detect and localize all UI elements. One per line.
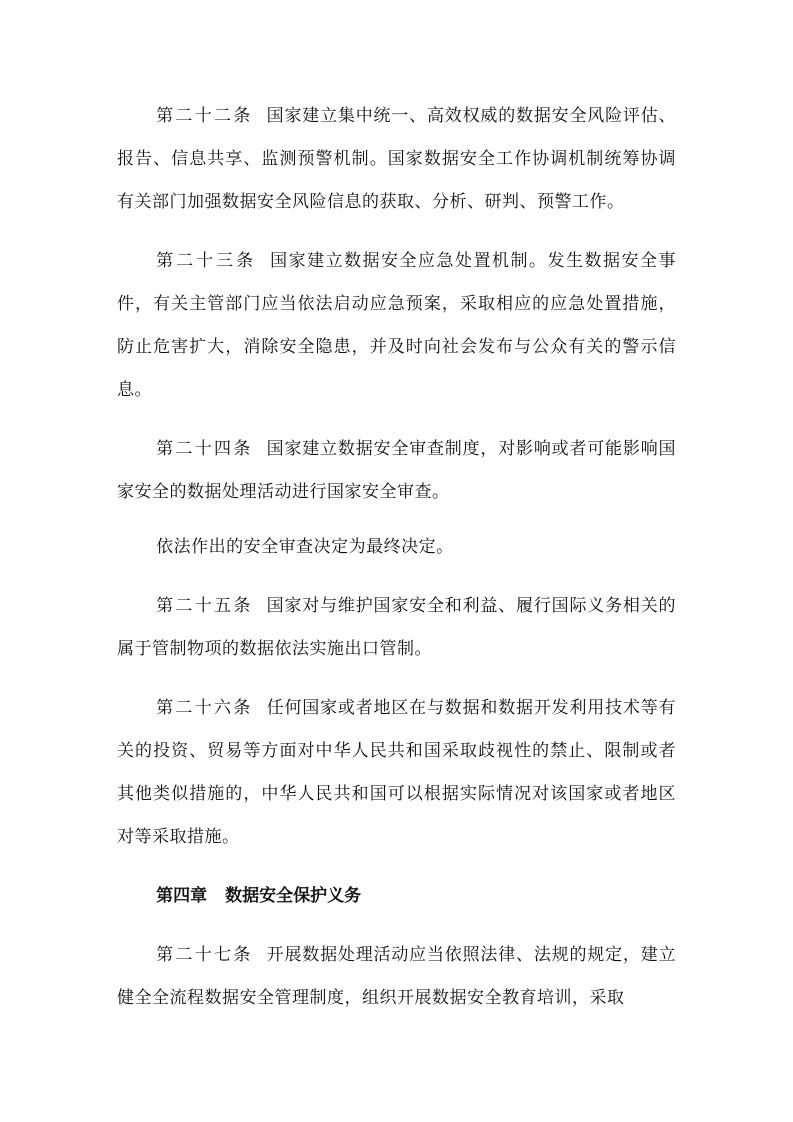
article-number: 第二十四条: [156, 439, 253, 459]
article-26: [117, 687, 676, 859]
article-number: 第二十三条: [156, 251, 257, 271]
article-27: [117, 934, 676, 1020]
article-text: 国家建立数据安全审查制度，对影响或者可能影响国家安全的数据处理活动进行国家安全审查。: [117, 439, 677, 502]
article-number: 第二十五条: [156, 596, 253, 616]
article-25: [117, 585, 676, 671]
article-number: 第二十六条: [156, 698, 253, 718]
document-body: [117, 95, 676, 1020]
article-24-paragraph-2: 依法作出的安全审查决定为最终决定。: [156, 537, 454, 557]
article-23: [117, 240, 676, 412]
article-number: 第二十七条: [156, 945, 253, 965]
article-number: 第二十二条: [156, 106, 253, 126]
chapter-number: 第四章: [156, 886, 208, 906]
article-24: [117, 428, 676, 514]
article-text: 国家对与维护国家安全和利益、履行国际义务相关的属于管制物项的数据依法实施出口管制。: [117, 596, 677, 659]
chapter-title: 数据安全保护义务: [225, 886, 362, 906]
article-22: [117, 95, 676, 224]
article-text: 国家建立集中统一、高效权威的数据安全风险评估、报告、信息共享、监测预警机制。国家数据安全工作协调机制统筹协调有关部门加强数据安全风险信息的获取、分析、研判、预警工作。: [117, 106, 677, 212]
article-text: 开展数据处理活动应当依照法律、法规的规定，建立健全全流程数据安全管理制度，组织开展数据安全教育培训，采取: [117, 945, 677, 1008]
article-text: 国家建立数据安全应急处置机制。发生数据安全事件，有关主管部门应当依法启动应急预案，采取相应的应急处置措施，防止危害扩大，消除安全隐患，并及时向社会发布与公众有关的警示信息。: [117, 251, 677, 400]
chapter-heading: [117, 875, 676, 918]
article-text: 任何国家或者地区在与数据和数据开发利用技术等有关的投资、贸易等方面对中华人民共和国采取歧视性的禁止、限制或者其他类似措施的，中华人民共和国可以根据实际情况对该国家或者地区对等采取措施。: [117, 698, 677, 847]
